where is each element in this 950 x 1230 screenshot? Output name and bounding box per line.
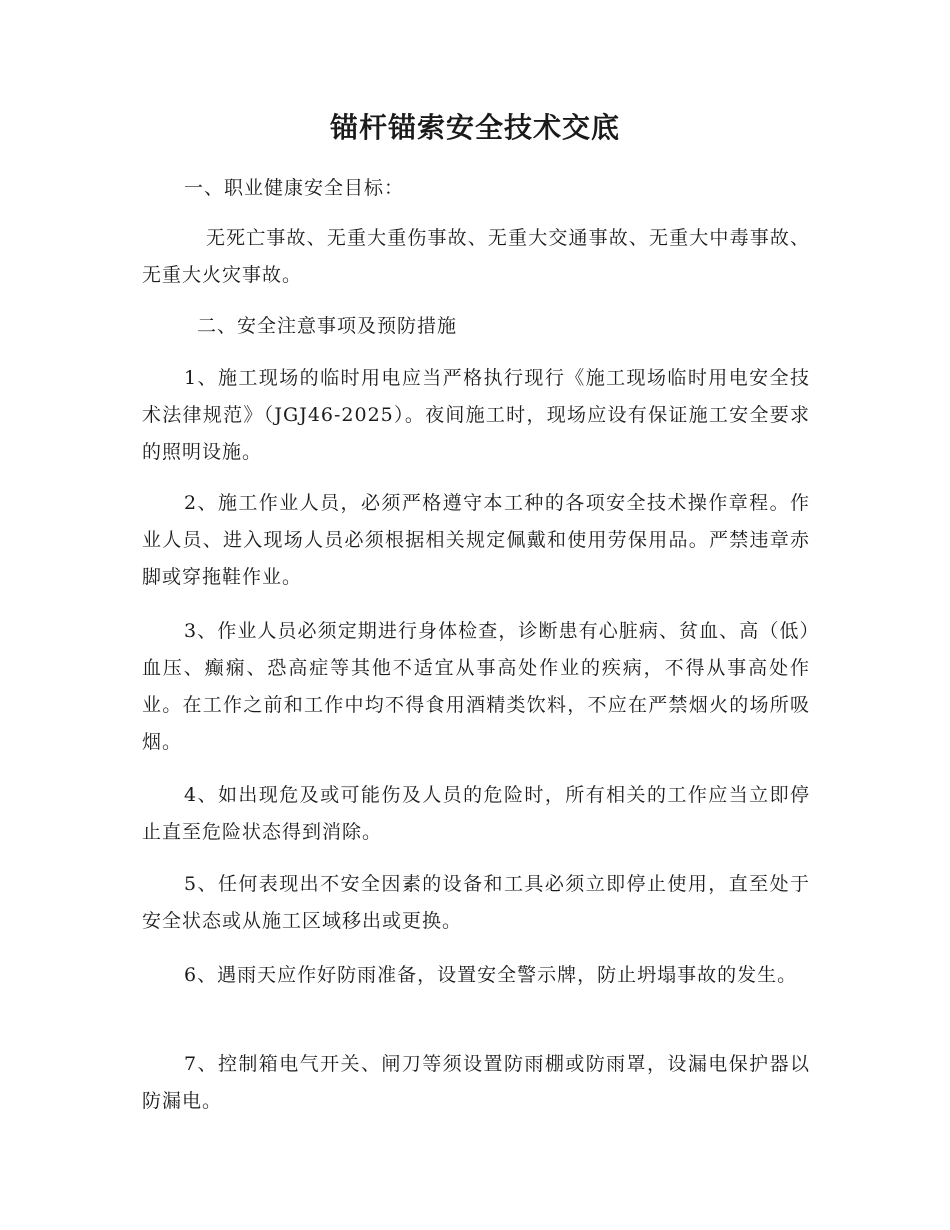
section1-body: 无死亡事故、无重大重伤事故、无重大交通事故、无重大中毒事故、无重大火灾事故。 bbox=[142, 227, 810, 286]
list-item: 7、控制箱电气开关、闸刀等须设置防雨棚或防雨罩，设漏电保护器以防漏电。 bbox=[142, 1053, 810, 1112]
list-item: 4、如出现危及或可能伤及人员的危险时，所有相关的工作应当立即停止直至危险状态得到消除。 bbox=[142, 784, 810, 843]
list-item: 2、施工作业人员，必须严格遵守本工种的各项安全技术操作章程。作业人员、进入现场人员必须根据相关规定佩戴和使用劳保用品。严禁违章赤脚或穿拖鞋作业。 bbox=[142, 492, 810, 588]
document-title: 锚杆锚索安全技术交底 bbox=[329, 111, 620, 144]
list-item: 5、任何表现出不安全因素的设备和工具必须立即停止使用，直至处于安全状态或从施工区域移出或更换。 bbox=[142, 873, 810, 932]
list-item: 3、作业人员必须定期进行身体检查，诊断患有心脏病、贫血、高（低）血压、癫痫、恐高症等其他不适宜从事高处作业的疾病，不得从事高处作业。在工作之前和工作中均不得食用酒精类饮料，不应在严禁烟火的场所吸烟。 bbox=[142, 620, 810, 753]
section2-heading: 二、安全注意事项及预防措施 bbox=[197, 315, 458, 337]
section1-heading: 一、职业健康安全目标： bbox=[184, 177, 405, 199]
list-item: 6、遇雨天应作好防雨准备，设置安全警示牌，防止坍塌事故的发生。 bbox=[184, 964, 798, 986]
list-item: 1、施工现场的临时用电应当严格执行现行《施工现场临时用电安全技术法律规范》（JGJ46-2025）。夜间施工时，现场应设有保证施工安全要求的照明设施。 bbox=[142, 367, 810, 463]
